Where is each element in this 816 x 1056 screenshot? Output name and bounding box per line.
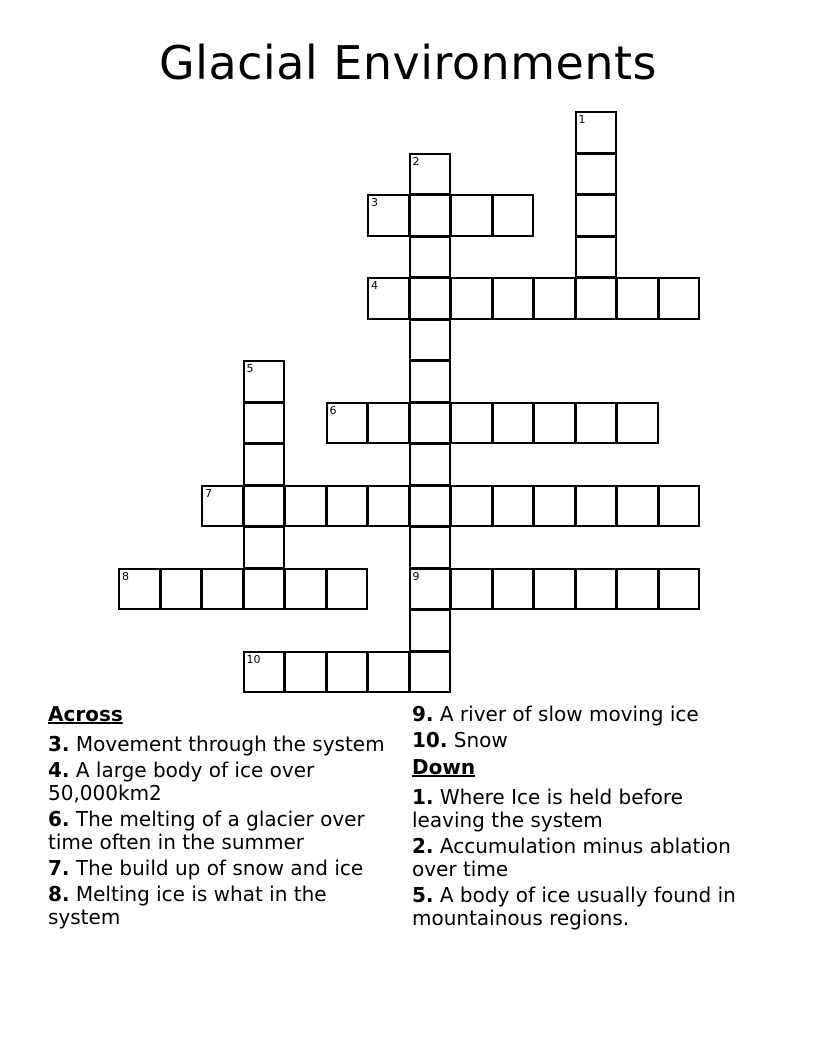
crossword-cell[interactable]: [492, 194, 535, 237]
crossword-cell[interactable]: [160, 568, 203, 611]
puzzle-title: Glacial Environments: [159, 36, 657, 90]
clue-text: Snow: [453, 728, 508, 752]
crossword-cell[interactable]: [409, 526, 452, 569]
down-heading: Down: [412, 755, 476, 779]
cell-number: 10: [246, 652, 261, 666]
crossword-cell[interactable]: [201, 568, 244, 611]
crossword-cell[interactable]: [492, 277, 535, 320]
crossword-cell[interactable]: [409, 277, 452, 320]
clue-number: 2.: [412, 834, 434, 858]
crossword-cell[interactable]: [243, 402, 286, 445]
crossword-cell[interactable]: [409, 651, 452, 694]
across-clue: [48, 808, 388, 854]
crossword-cell[interactable]: [243, 526, 286, 569]
clue-text: Movement through the system: [75, 732, 385, 756]
crossword-cell[interactable]: [658, 277, 701, 320]
cell-number: 2: [412, 154, 420, 168]
crossword-cell[interactable]: [450, 568, 493, 611]
crossword-cell[interactable]: [533, 402, 576, 445]
clues-left-column: [48, 703, 388, 932]
crossword-cell[interactable]: [533, 568, 576, 611]
across-clue: [48, 883, 388, 929]
clue-number: 3.: [48, 732, 70, 756]
clue-text: Melting ice is what in the system: [48, 882, 327, 929]
crossword-cell[interactable]: [616, 568, 659, 611]
crossword-cell[interactable]: [243, 443, 286, 486]
across-heading: Across: [48, 702, 123, 726]
crossword-cell[interactable]: [616, 485, 659, 528]
clue-text: A large body of ice over 50,000km2: [48, 758, 315, 805]
clue-number: 9.: [412, 702, 434, 726]
clue-number: 10.: [412, 728, 448, 752]
crossword-cell[interactable]: [243, 360, 286, 403]
crossword-cell[interactable]: [616, 277, 659, 320]
crossword-cell[interactable]: [658, 568, 701, 611]
cell-number: 4: [371, 279, 378, 292]
crossword-cell[interactable]: [201, 485, 244, 528]
clue-number: 8.: [48, 882, 70, 906]
crossword-cell[interactable]: [284, 651, 327, 694]
cell-number: 9: [412, 569, 420, 583]
down-clue: [412, 786, 752, 832]
cell-number: 7: [205, 486, 212, 500]
crossword-cell[interactable]: [284, 485, 327, 528]
cell-number: 8: [122, 569, 129, 583]
across-clue: [412, 729, 752, 752]
crossword-cell[interactable]: [243, 651, 286, 694]
across-clue: [48, 733, 388, 756]
crossword-cell[interactable]: [409, 319, 452, 362]
crossword-cell[interactable]: [450, 402, 493, 445]
crossword-cell[interactable]: [367, 277, 410, 320]
clue-number: 7.: [48, 856, 70, 880]
crossword-cell[interactable]: [450, 277, 493, 320]
crossword-cell[interactable]: [409, 153, 452, 196]
crossword-cell[interactable]: [450, 485, 493, 528]
crossword-cell[interactable]: [326, 568, 369, 611]
down-clue: [412, 835, 752, 881]
clue-text: The melting of a glacier over time often in the summer: [48, 807, 365, 854]
down-clue: [412, 884, 752, 930]
crossword-cell[interactable]: [616, 402, 659, 445]
crossword-cell[interactable]: [492, 568, 535, 611]
crossword-cell[interactable]: [575, 236, 618, 279]
crossword-cell[interactable]: [409, 194, 452, 237]
crossword-cell[interactable]: [575, 153, 618, 196]
clue-text: Accumulation minus ablation over time: [412, 834, 731, 881]
crossword-cell[interactable]: [492, 485, 535, 528]
cell-number: 6: [329, 403, 337, 417]
crossword-cell[interactable]: [326, 485, 369, 528]
crossword-cell[interactable]: [575, 402, 618, 445]
crossword-cell[interactable]: [533, 277, 576, 320]
clue-text: The build up of snow and ice: [75, 856, 364, 880]
crossword-cell[interactable]: [367, 402, 410, 445]
clue-text: A body of ice usually found in mountainous regions.: [412, 883, 736, 930]
clue-number: 1.: [412, 785, 434, 809]
crossword-cell[interactable]: [409, 485, 452, 528]
crossword-cell[interactable]: [450, 194, 493, 237]
crossword-cell[interactable]: [409, 568, 452, 611]
crossword-cell[interactable]: [575, 194, 618, 237]
clue-number: 6.: [48, 807, 70, 831]
clue-text: A river of slow moving ice: [439, 702, 699, 726]
crossword-cell[interactable]: [326, 651, 369, 694]
crossword-cell[interactable]: [243, 485, 286, 528]
clue-number: 5.: [412, 883, 434, 907]
across-clue: [48, 857, 388, 880]
crossword-cell[interactable]: [284, 568, 327, 611]
crossword-cell[interactable]: [492, 402, 535, 445]
crossword-cell[interactable]: [575, 568, 618, 611]
crossword-cell[interactable]: [658, 485, 701, 528]
crossword-cell[interactable]: [118, 568, 161, 611]
crossword-cell[interactable]: [367, 194, 410, 237]
crossword-cell[interactable]: [367, 651, 410, 694]
crossword-cell[interactable]: [575, 277, 618, 320]
crossword-cell[interactable]: [575, 111, 618, 154]
crossword-cell[interactable]: [533, 485, 576, 528]
crossword-cell[interactable]: [326, 402, 369, 445]
crossword-cell[interactable]: [367, 485, 410, 528]
crossword-cell[interactable]: [575, 485, 618, 528]
crossword-cell[interactable]: [409, 236, 452, 279]
crossword-cell[interactable]: [409, 360, 452, 403]
crossword-cell[interactable]: [409, 402, 452, 445]
cell-number: 5: [246, 362, 254, 375]
crossword-cell[interactable]: [243, 568, 286, 611]
clues-right-column: [412, 703, 752, 933]
cell-number: 3: [371, 196, 378, 209]
crossword-cell[interactable]: [409, 609, 452, 652]
crossword-cell[interactable]: [409, 443, 452, 486]
cell-number: 1: [578, 113, 586, 126]
clue-number: 4.: [48, 758, 70, 782]
across-clue: [48, 759, 388, 805]
clue-text: Where Ice is held before leaving the system: [412, 785, 683, 832]
across-clue: [412, 703, 752, 726]
